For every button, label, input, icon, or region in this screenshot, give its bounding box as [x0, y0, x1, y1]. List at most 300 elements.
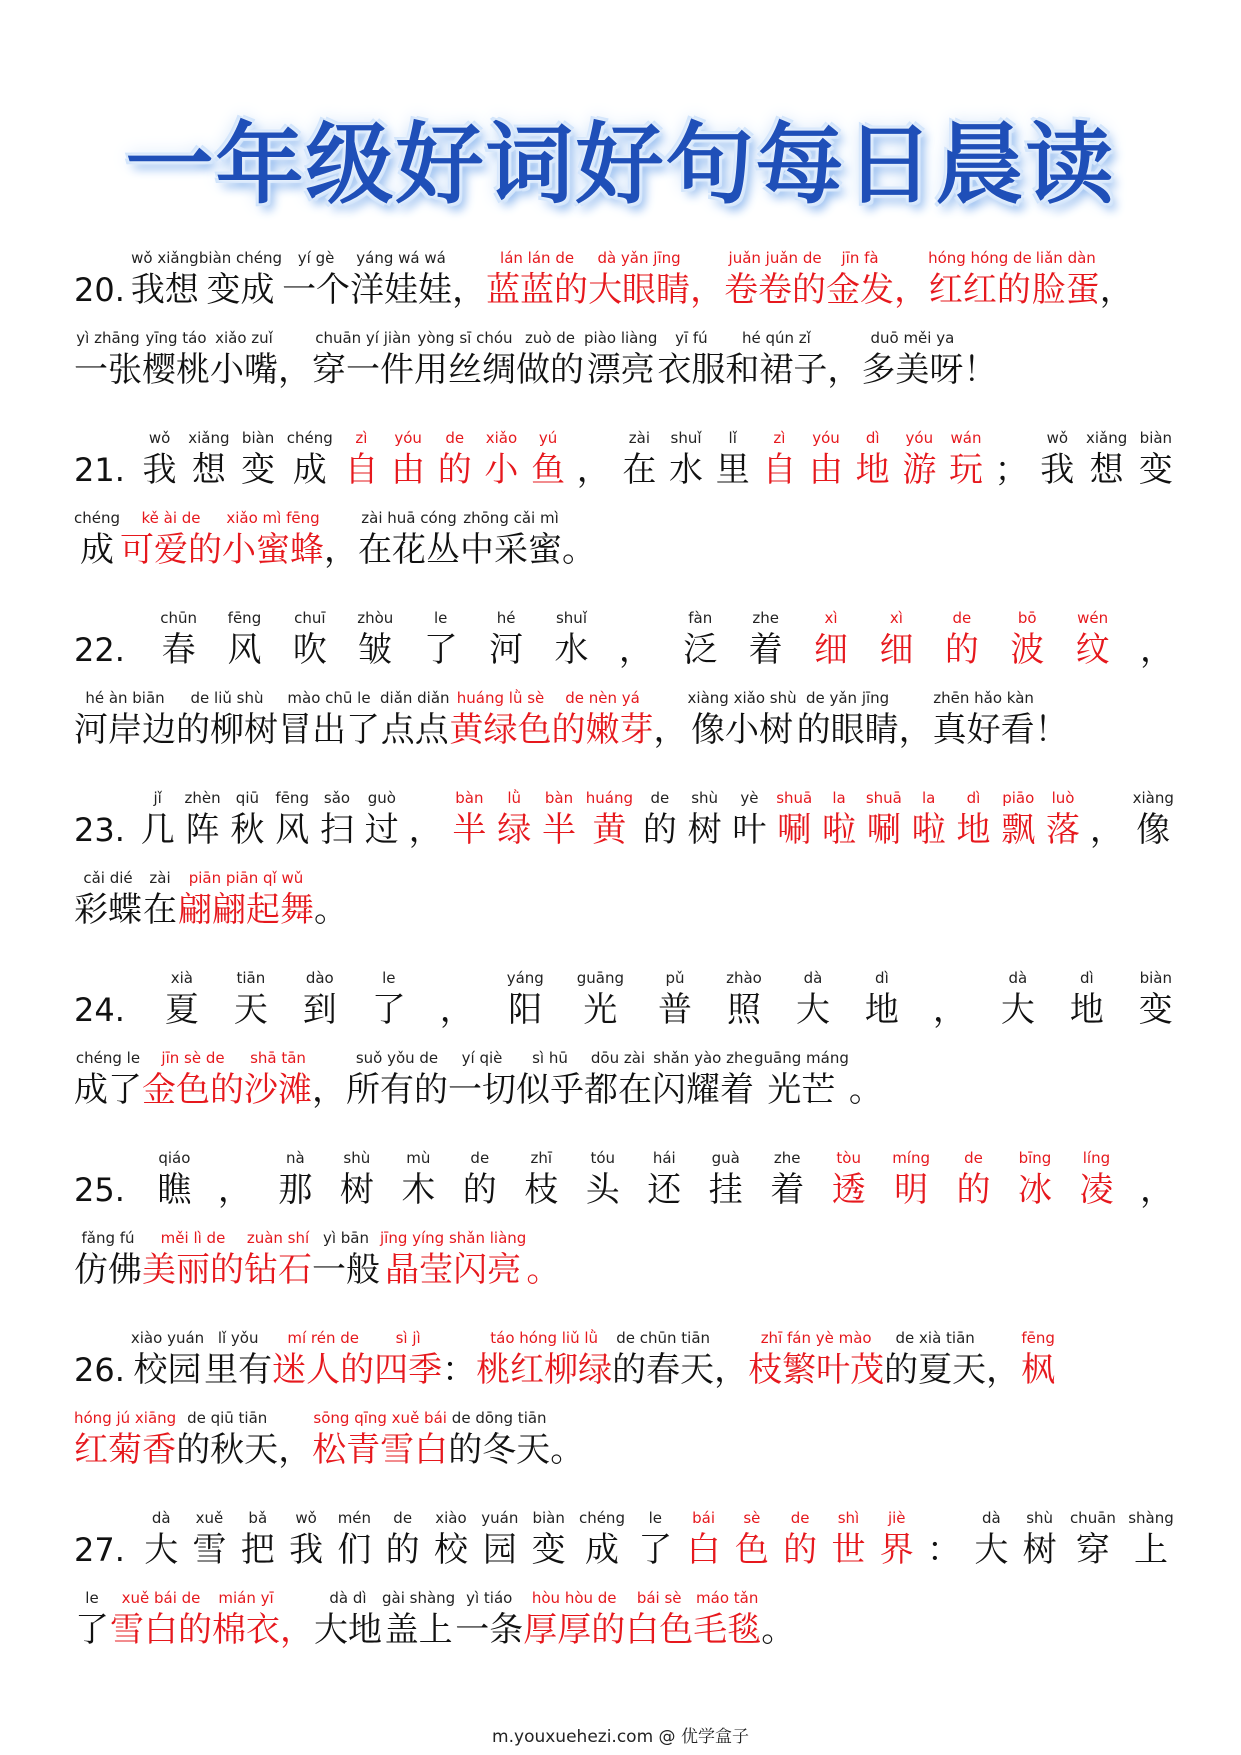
- hanzi: 白色: [625, 1610, 694, 1650]
- hanzi: ，: [898, 710, 933, 750]
- pinyin: xià: [170, 969, 193, 987]
- punctuation: [761, 1588, 795, 1652]
- punctuation: [1090, 788, 1124, 852]
- highlight-phrase: [451, 788, 487, 852]
- hanzi: 一张: [74, 350, 142, 390]
- hanzi: 成: [292, 450, 327, 490]
- pinyin: le: [85, 1589, 99, 1607]
- hanzi: 细: [814, 630, 849, 670]
- hanzi: 飘: [1001, 810, 1036, 850]
- sentence-entry: [74, 952, 1174, 1112]
- hanzi: 大: [795, 990, 830, 1030]
- punctuation: [312, 1048, 346, 1112]
- pinyin: xiǎng: [188, 429, 230, 447]
- hanzi: 地: [864, 990, 899, 1030]
- pinyin: xiǎng: [1085, 429, 1128, 447]
- hanzi: 光: [583, 990, 618, 1030]
- text-phrase: [204, 1328, 272, 1392]
- highlight-phrase: [878, 608, 914, 672]
- text-phrase: [74, 688, 176, 752]
- punctuation: [440, 968, 474, 1032]
- hanzi: 黄绿色: [449, 710, 552, 750]
- text-phrase: [481, 1508, 518, 1572]
- hanzi: 风: [275, 810, 310, 850]
- pinyin: táo hóng liǔ lǜ: [490, 1329, 599, 1347]
- text-phrase: [364, 788, 400, 852]
- hanzi: 游: [902, 450, 937, 490]
- hanzi: 钻石: [244, 1250, 312, 1290]
- hanzi: ，: [278, 350, 312, 390]
- pinyin: xiǎo: [485, 429, 518, 447]
- pinyin: gài shàng: [382, 1589, 456, 1607]
- text-phrase: [240, 428, 276, 492]
- pinyin: wǒ: [1046, 429, 1069, 447]
- pinyin: chéng le: [75, 1049, 141, 1067]
- highlight-phrase: [222, 508, 324, 572]
- entry-number: 24.: [74, 991, 125, 1029]
- pinyin: wǒ xiǎng: [131, 249, 199, 267]
- pinyin: le: [648, 1509, 662, 1527]
- hanzi: 桃红柳绿: [476, 1350, 613, 1390]
- hanzi: 的柳树: [176, 710, 278, 750]
- hanzi: 白: [686, 1530, 721, 1570]
- text-phrase: [131, 1328, 204, 1392]
- pinyin: xiàng xiǎo shù: [687, 689, 797, 707]
- pinyin: de: [790, 1509, 810, 1527]
- hanzi: 枫: [1021, 1350, 1056, 1390]
- hanzi: 树: [1022, 1530, 1057, 1570]
- hanzi: ，: [894, 270, 929, 310]
- pinyin: chéng: [578, 1509, 625, 1527]
- text-phrase: [229, 788, 265, 852]
- text-line: [74, 852, 1174, 932]
- punctuation: [1140, 1148, 1174, 1212]
- punctuation: [995, 428, 1029, 492]
- hanzi: 大眼睛: [588, 270, 691, 310]
- highlight-phrase: [776, 788, 812, 852]
- hanzi: 变: [241, 450, 276, 490]
- hanzi: 泛: [683, 630, 718, 670]
- hanzi: 可爱的: [120, 530, 223, 570]
- hanzi: 世: [831, 1530, 866, 1570]
- hanzi: 自: [762, 450, 797, 490]
- highlight-phrase: [944, 608, 980, 672]
- punctuation: [894, 248, 928, 312]
- pinyin: sè: [743, 1509, 761, 1527]
- pinyin: zhī: [530, 1149, 553, 1167]
- text-phrase: [769, 1148, 805, 1212]
- text-phrase: [400, 1148, 436, 1212]
- pinyin: dà: [803, 969, 823, 987]
- hanzi: 变成: [206, 270, 275, 310]
- highlight-phrase: [343, 428, 379, 492]
- hanzi: 枝繁叶茂: [748, 1350, 885, 1390]
- hanzi: 透: [831, 1170, 866, 1210]
- pinyin: zì: [773, 429, 786, 447]
- pinyin: tiān: [236, 969, 266, 987]
- pinyin: suǒ yǒu de: [355, 1049, 439, 1067]
- text-phrase: [448, 1048, 516, 1112]
- text-phrase: [358, 508, 460, 572]
- pinyin: de chūn tiān: [616, 1329, 711, 1347]
- hanzi: 叶: [732, 810, 767, 850]
- punctuation: [849, 1048, 883, 1112]
- hanzi: ，: [408, 810, 443, 850]
- highlight-phrase: [450, 688, 552, 752]
- text-line: [74, 232, 1174, 312]
- pinyin: lán lán de: [500, 249, 575, 267]
- pinyin: cǎi dié: [83, 869, 133, 887]
- pinyin: nà: [285, 1149, 305, 1167]
- hanzi: 过: [364, 810, 399, 850]
- hanzi: 。: [550, 1430, 585, 1470]
- hanzi: ：: [442, 1350, 477, 1390]
- text-phrase: [795, 968, 831, 1032]
- hanzi: ：: [927, 1530, 962, 1570]
- pinyin: huáng lǜ sè: [456, 689, 545, 707]
- hanzi: 。: [526, 1250, 561, 1290]
- text-phrase: [288, 1508, 324, 1572]
- hanzi: 在: [622, 450, 657, 490]
- text-phrase: [725, 328, 827, 392]
- pinyin: xiào yuán: [130, 1329, 205, 1347]
- highlight-phrase: [625, 1588, 693, 1652]
- highlight-phrase: [831, 1148, 867, 1212]
- pinyin: biàn: [1139, 429, 1173, 447]
- hanzi: 想: [191, 450, 226, 490]
- highlight-phrase: [1078, 1148, 1114, 1212]
- pinyin: de: [650, 789, 670, 807]
- pinyin: xì: [889, 609, 903, 627]
- text-line: [74, 1212, 1174, 1292]
- pinyin: xiào: [435, 1509, 467, 1527]
- hanzi: 我想: [130, 270, 199, 310]
- pinyin: yī fú: [675, 329, 708, 347]
- pinyin: yí qiè: [461, 1049, 503, 1067]
- hanzi: 纹: [1075, 630, 1110, 670]
- hanzi: 晶莹闪亮: [385, 1250, 522, 1290]
- pinyin: zài huā cóng: [361, 509, 457, 527]
- pinyin: chéng: [286, 429, 333, 447]
- pinyin: yú: [538, 429, 558, 447]
- hanzi: 成了: [74, 1070, 142, 1110]
- pinyin: bàn: [455, 789, 484, 807]
- highlight-phrase: [866, 788, 902, 852]
- highlight-phrase: [1017, 1148, 1053, 1212]
- text-phrase: [226, 608, 262, 672]
- punctuation: [899, 688, 933, 752]
- hanzi: 冒出了: [278, 710, 380, 750]
- pinyin: shù: [691, 789, 719, 807]
- text-phrase: [462, 1148, 498, 1212]
- hanzi: 的嫩芽: [551, 710, 654, 750]
- text-phrase: [731, 788, 767, 852]
- hanzi: 变: [1138, 990, 1173, 1030]
- text-phrase: [688, 688, 797, 752]
- text-phrase: [74, 868, 142, 932]
- pinyin: wén: [1077, 609, 1109, 627]
- hanzi: 盖上: [384, 1610, 453, 1650]
- text-phrase: [382, 1588, 455, 1652]
- text-line: [74, 492, 1174, 572]
- hanzi: 迷人的: [272, 1350, 375, 1390]
- text-phrase: [507, 968, 544, 1032]
- pinyin: sōng qīng xuě bái: [313, 1409, 447, 1427]
- pinyin: xì: [824, 609, 838, 627]
- pinyin: qiáo: [158, 1149, 191, 1167]
- hanzi: ，: [576, 450, 611, 490]
- text-phrase: [278, 688, 380, 752]
- hanzi: 几: [140, 810, 175, 850]
- pinyin: guà: [711, 1149, 740, 1167]
- pinyin: yóu: [394, 429, 422, 447]
- hanzi: 金色的: [142, 1070, 244, 1110]
- pinyin: fǎng fú: [81, 1229, 135, 1247]
- hanzi: 们: [337, 1530, 372, 1570]
- hanzi: 由: [391, 450, 426, 490]
- punctuation: [409, 788, 443, 852]
- hanzi: 的: [783, 1530, 818, 1570]
- hanzi: ，: [1140, 630, 1174, 670]
- highlight-phrase: [178, 868, 314, 932]
- hanzi: ，: [827, 350, 862, 390]
- highlight-phrase: [586, 788, 633, 852]
- text-phrase: [357, 608, 393, 672]
- sentence-list: [74, 232, 1174, 1672]
- text-phrase: [142, 428, 178, 492]
- pinyin: hóng jú xiāng: [74, 1409, 177, 1427]
- text-phrase: [314, 1588, 382, 1652]
- hanzi: 闪耀着: [652, 1070, 754, 1110]
- pinyin: shuā: [865, 789, 902, 807]
- hanzi: 洋娃娃: [350, 270, 453, 310]
- pinyin: huáng: [585, 789, 634, 807]
- text-phrase: [380, 688, 450, 752]
- text-phrase: [579, 1508, 625, 1572]
- pinyin: de dōng tiān: [451, 1409, 547, 1427]
- hanzi: 变: [1138, 450, 1173, 490]
- hanzi: ，: [452, 270, 487, 310]
- hanzi: ，: [1089, 810, 1124, 850]
- pinyin: míng: [892, 1149, 930, 1167]
- hanzi: 的夏天: [884, 1350, 987, 1390]
- highlight-phrase: [486, 248, 588, 312]
- hanzi: 仿佛: [74, 1250, 142, 1290]
- hanzi: 冰: [1017, 1170, 1052, 1210]
- highlight-phrase: [437, 428, 473, 492]
- text-phrase: [708, 1148, 744, 1212]
- highlight-phrase: [911, 788, 947, 852]
- hanzi: 春: [161, 630, 196, 670]
- hanzi: 树: [339, 1170, 374, 1210]
- punctuation: [278, 328, 312, 392]
- hanzi: ；: [994, 450, 1029, 490]
- highlight-phrase: [110, 1588, 212, 1652]
- highlight-phrase: [496, 788, 532, 852]
- punctuation: [278, 1408, 312, 1472]
- highlight-phrase: [588, 248, 690, 312]
- hanzi: ，: [1099, 270, 1134, 310]
- text-phrase: [143, 1508, 179, 1572]
- hanzi: ，: [439, 990, 474, 1030]
- highlight-phrase: [244, 1048, 312, 1112]
- hanzi: 松青雪白: [312, 1430, 449, 1470]
- highlight-phrase: [955, 788, 991, 852]
- pinyin: bō: [1017, 609, 1037, 627]
- hanzi: 小: [484, 450, 519, 490]
- text-phrase: [74, 328, 142, 392]
- text-phrase: [448, 1408, 550, 1472]
- text-phrase: [140, 788, 176, 852]
- hanzi: 翩翩起舞: [178, 890, 314, 930]
- highlight-phrase: [142, 1048, 244, 1112]
- hanzi: 挂: [708, 1170, 743, 1210]
- highlight-phrase: [855, 428, 891, 492]
- text-line: [74, 952, 1174, 1032]
- pinyin: bái: [692, 1509, 715, 1527]
- pinyin: wǒ: [295, 1509, 317, 1527]
- hanzi: ，: [278, 1430, 313, 1470]
- hanzi: 明: [894, 1170, 929, 1210]
- pinyin: jiè: [887, 1509, 906, 1527]
- hanzi: 唰: [777, 810, 812, 850]
- hanzi: 所有的: [346, 1070, 448, 1110]
- page-title: 一年级好词好句每日晨读: [125, 113, 1116, 216]
- punctuation: [324, 508, 358, 572]
- hanzi: 都在: [584, 1070, 652, 1110]
- text-line: [74, 672, 1174, 752]
- pinyin: jīng yíng shǎn liàng: [380, 1229, 527, 1247]
- hanzi: ，: [932, 990, 967, 1030]
- hanzi: 红红的: [928, 270, 1031, 310]
- text-phrase: [1022, 1508, 1058, 1572]
- hanzi: 瞧: [157, 1170, 192, 1210]
- text-line: [74, 1312, 1174, 1392]
- text-phrase: [312, 328, 414, 392]
- highlight-phrase: [74, 1408, 176, 1472]
- text-line: [74, 1132, 1174, 1212]
- punctuation: [314, 868, 348, 932]
- pinyin: diǎn diǎn: [380, 689, 450, 707]
- pinyin: dì: [875, 969, 889, 987]
- text-phrase: [455, 1588, 523, 1652]
- pinyin: mí rén de: [287, 1329, 359, 1347]
- hanzi: 落: [1046, 810, 1081, 850]
- highlight-phrase: [244, 1228, 312, 1292]
- pinyin: de yǎn jīng: [805, 689, 890, 707]
- highlight-phrase: [1009, 608, 1045, 672]
- highlight-phrase: [272, 1328, 374, 1392]
- hanzi: 美丽的: [142, 1250, 244, 1290]
- pinyin: fēng: [275, 789, 309, 807]
- hanzi: 着: [770, 1170, 805, 1210]
- hanzi: 中采蜜: [460, 530, 563, 570]
- text-phrase: [1000, 968, 1036, 1032]
- hanzi: ！: [963, 350, 998, 390]
- hanzi: 似乎: [516, 1070, 584, 1110]
- hanzi: 秋: [230, 810, 265, 850]
- pinyin: chuān yí jiàn: [315, 329, 411, 347]
- text-phrase: [74, 1048, 142, 1112]
- pinyin: bǎ: [248, 1509, 268, 1527]
- text-phrase: [715, 428, 751, 492]
- pinyin: jīn fà: [841, 249, 879, 267]
- text-phrase: [302, 968, 338, 1032]
- hanzi: ，: [1139, 1170, 1174, 1210]
- pinyin: lǐ: [728, 429, 737, 447]
- highlight-phrase: [892, 1148, 930, 1212]
- pinyin: shì: [837, 1509, 860, 1527]
- highlight-phrase: [826, 248, 894, 312]
- hanzi: 的冬天: [448, 1430, 551, 1470]
- text-line: [74, 1032, 1174, 1112]
- hanzi: 着: [748, 630, 783, 670]
- text-line: [74, 772, 1174, 852]
- pinyin: pǔ: [665, 969, 685, 987]
- text-phrase: [585, 1148, 621, 1212]
- pinyin: yóu: [812, 429, 840, 447]
- pinyin: biàn chéng: [198, 249, 283, 267]
- hanzi: 凌: [1079, 1170, 1114, 1210]
- hanzi: 大: [1000, 990, 1035, 1030]
- text-phrase: [584, 328, 657, 392]
- text-phrase: [516, 328, 584, 392]
- pinyin: yè: [740, 789, 759, 807]
- hanzi: 用丝绸: [414, 350, 516, 390]
- hanzi: 雪白的: [110, 1610, 212, 1650]
- text-phrase: [160, 608, 197, 672]
- hanzi: 沙滩: [244, 1070, 312, 1110]
- hanzi: 头: [585, 1170, 620, 1210]
- pinyin: měi lì de: [160, 1229, 226, 1247]
- pinyin: zuàn shí: [246, 1229, 310, 1247]
- text-phrase: [1039, 428, 1075, 492]
- pinyin: zhòu: [357, 609, 394, 627]
- highlight-phrase: [523, 1588, 625, 1652]
- hanzi: 地: [855, 450, 890, 490]
- hanzi: 波: [1010, 630, 1045, 670]
- pinyin: sǎo: [323, 789, 351, 807]
- text-phrase: [516, 1048, 584, 1112]
- text-phrase: [861, 328, 963, 392]
- highlight-phrase: [693, 1588, 761, 1652]
- hanzi: 厚厚的: [523, 1610, 626, 1650]
- pinyin: dà: [981, 1509, 1001, 1527]
- hanzi: ，: [690, 270, 725, 310]
- pinyin: dì: [1079, 969, 1094, 987]
- pinyin: yì tiáo: [466, 1589, 513, 1607]
- text-phrase: [74, 508, 120, 572]
- pinyin: hé àn biān: [85, 689, 165, 707]
- pinyin: chuān: [1069, 1509, 1116, 1527]
- highlight-phrase: [1045, 788, 1081, 852]
- hanzi: 的: [642, 810, 677, 850]
- hanzi: 的: [462, 1170, 497, 1210]
- hanzi: 地: [956, 810, 991, 850]
- punctuation: [526, 1228, 560, 1292]
- pinyin: shù: [1026, 1509, 1054, 1527]
- text-phrase: [973, 1508, 1009, 1572]
- text-phrase: [884, 1328, 986, 1392]
- hanzi: 黄: [592, 810, 627, 850]
- text-phrase: [277, 1148, 313, 1212]
- pinyin: de nèn yá: [565, 689, 640, 707]
- entry-number: 22.: [74, 631, 125, 669]
- text-line: [74, 412, 1174, 492]
- pinyin: fēng: [1021, 1329, 1055, 1347]
- pinyin: kě ài de: [141, 509, 201, 527]
- text-phrase: [1128, 1508, 1174, 1572]
